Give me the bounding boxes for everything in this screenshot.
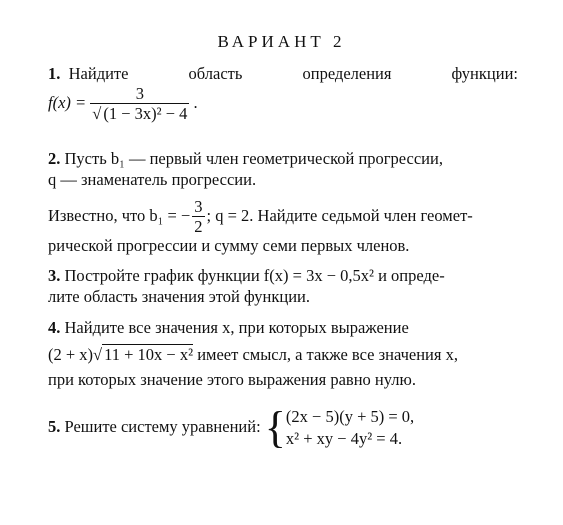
task2-text1: Пусть b₁ — первый член геометрической прогрессии, [64, 149, 443, 168]
task5-label: Решите систему уравнений: [64, 417, 261, 436]
task1-word-definition: определения [302, 64, 392, 83]
task1-word-function: функции: [451, 64, 518, 83]
task4-radicand: 11 + 10x − x² [104, 345, 194, 364]
task2-line3 [48, 197, 473, 236]
task1-number: 1. [48, 64, 61, 83]
variant-title: ВАРИАНТ 2 [217, 32, 346, 51]
task3-line1 [48, 266, 445, 286]
task4-text2a: (2 + x)√ [48, 345, 103, 364]
task4-line3: при которых значение этого выражения равно нулю. [48, 370, 416, 389]
task2-fraction [190, 198, 206, 236]
task2-frac-num: 3 [194, 197, 203, 217]
task4-line1 [48, 318, 409, 338]
task4-line2 [48, 345, 458, 365]
task1-word-area: область [188, 64, 243, 83]
system-eq1: (2x − 5)(y + 5) = 0, [285, 407, 415, 427]
task5-number: 5. [48, 417, 61, 436]
task2-number: 2. [48, 149, 61, 168]
task4-text2b: имеет смысл, а также все значения x, [193, 345, 458, 364]
task4-text1: Найдите все значения x, при которых выражение [64, 318, 409, 337]
task3-text1: Постройте график функции f(x) = 3x − 0,5x² и опреде- [64, 266, 445, 285]
task1-lhs: f(x) = [48, 93, 87, 112]
task2-line2: q — знаменатель прогрессии. [48, 170, 257, 189]
system-eq2: x² + xy − 4y² = 4. [285, 429, 403, 449]
task3-number: 3. [48, 266, 61, 285]
equation-system [286, 406, 414, 450]
task5-line [48, 403, 415, 453]
task1-fraction [90, 85, 189, 123]
task3-line2: лите область значения этой функции. [48, 287, 310, 306]
task2-text3a: Известно, что b₁ = − [48, 206, 191, 225]
task4-number: 4. [48, 318, 61, 337]
task1-denominator: √ (1 − 3x)² − 4 [92, 104, 188, 124]
task1-formula [48, 84, 198, 123]
task2-line4: рической прогрессии и сумму семи первых членов. [48, 236, 410, 255]
task1-word-find: Найдите [68, 64, 129, 83]
task2-line1 [48, 149, 443, 169]
task1-numerator: 3 [135, 84, 144, 104]
system-brace: { [264, 403, 286, 453]
task1-period: . [193, 93, 198, 112]
task1-line1 [48, 64, 518, 84]
task2-frac-den: 2 [194, 217, 203, 237]
task2-text3b: ; q = 2. Найдите седьмой член геомет- [206, 206, 473, 225]
